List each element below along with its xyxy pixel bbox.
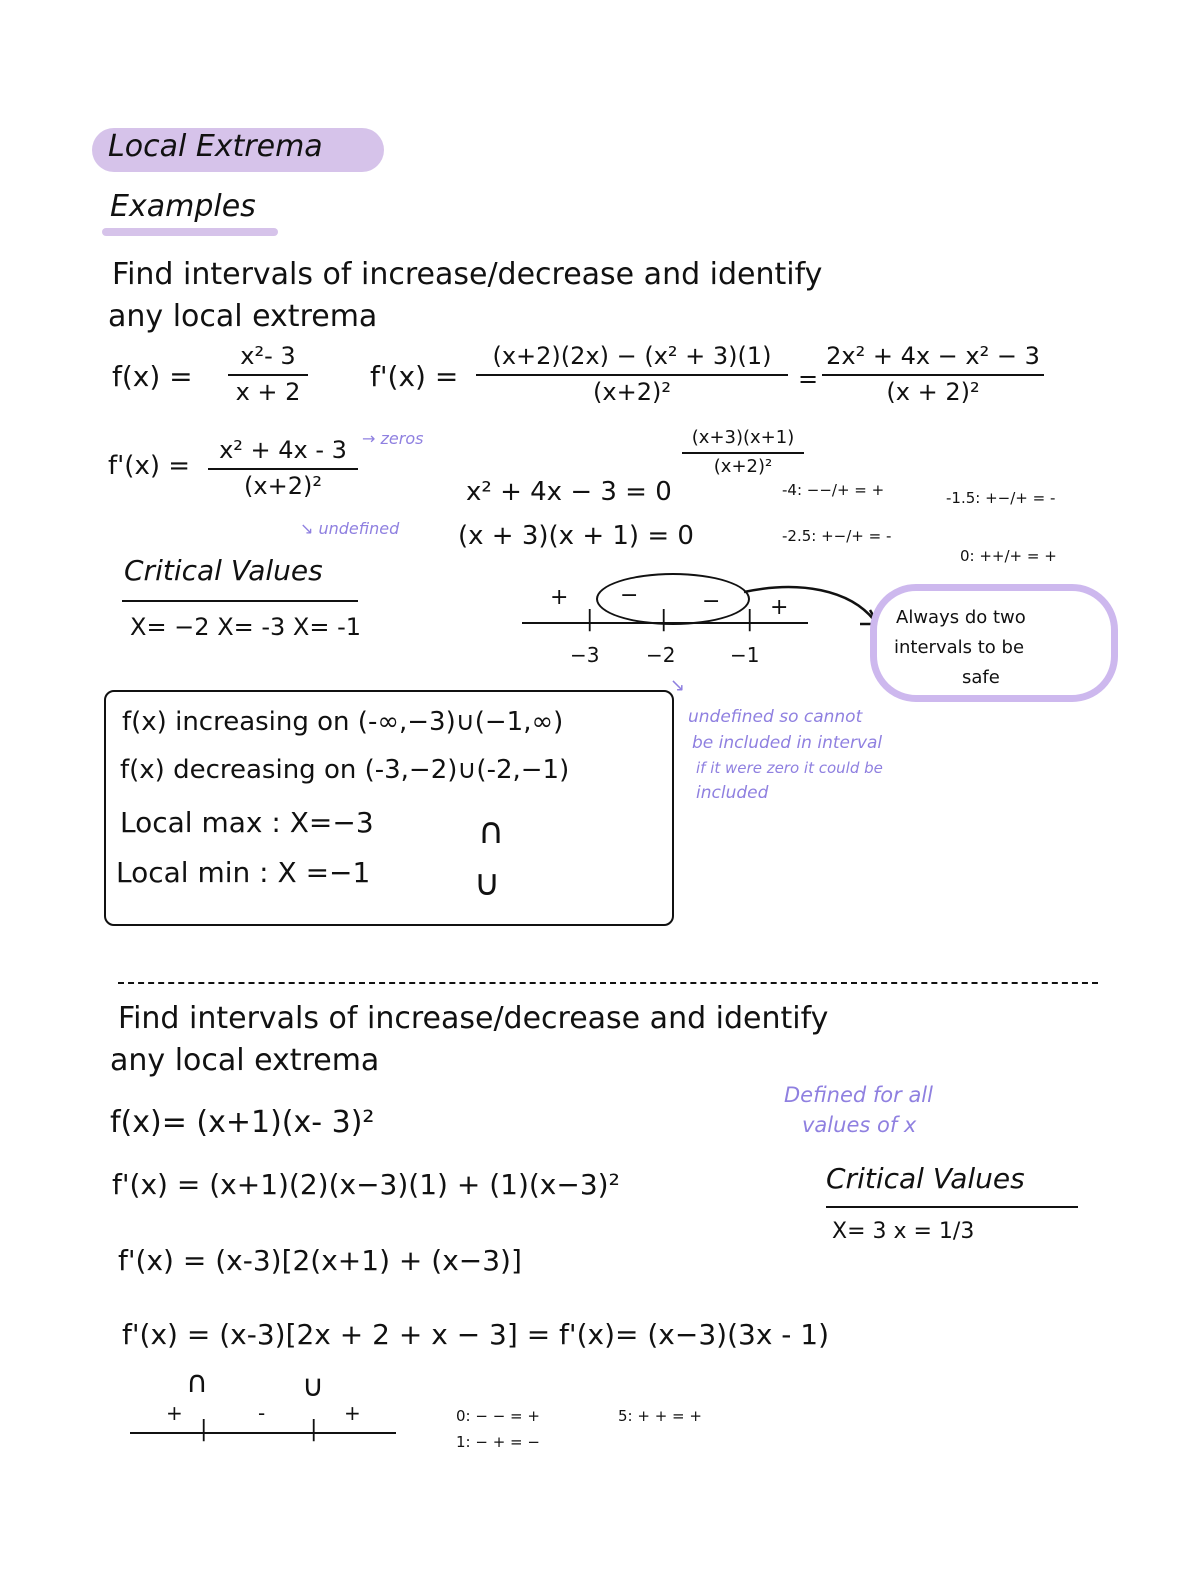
ex2-defined-note-1: Defined for all (784, 1083, 933, 1107)
test-point-neg1-5: -1.5: +−/+ = - (946, 489, 1056, 507)
ex2-sign-label: + (166, 1401, 183, 1425)
ex2-fp2: f'(x) = (x-3)[2(x+1) + (x−3)] (118, 1244, 522, 1277)
undef-explain-4: included (696, 783, 769, 803)
arrow-to-cloud (740, 580, 890, 640)
ex1-prompt-line2: any local extrema (108, 299, 378, 334)
ex2-prompt-line1: Find intervals of increase/decrease and identify (118, 1001, 829, 1036)
ex2-defined-note-2: values of x (802, 1113, 917, 1137)
section-divider (118, 982, 1098, 984)
undef-explain-3: if it were zero it could be (696, 759, 883, 777)
ex1-f-numerator: x²- 3 (240, 342, 296, 370)
fraction-bar (208, 468, 358, 470)
ex1-fp3-numerator: x² + 4x - 3 (219, 436, 347, 464)
summary-local-min: Local min : X =−1 (116, 856, 371, 889)
ex2-cv-underline (826, 1206, 1078, 1208)
summary-decreasing: f(x) decreasing on (-3,−2)∪(-2,−1) (120, 755, 570, 785)
ex2-test-0: 0: − − = + (456, 1407, 540, 1425)
ex1-f-label: f(x) = (112, 360, 193, 393)
local-min-symbol: ∪ (474, 863, 501, 904)
local-max-symbol: ∩ (478, 811, 505, 852)
ex1-f-fraction (228, 343, 308, 406)
tick-label: −1 (730, 643, 760, 667)
ex1-factored-denominator: (x+2)² (713, 455, 773, 477)
cloud-text-3: safe (962, 667, 1000, 688)
ex2-peak-symbol: ∩ (186, 1365, 208, 1400)
ex2-number-line-tick: | (200, 1417, 208, 1442)
undefined-note: ↘ undefined (300, 519, 400, 538)
fraction-bar (228, 374, 308, 376)
ex1-eq1: x² + 4x − 3 = 0 (466, 477, 672, 507)
undef-arrow: ↘ (670, 675, 686, 696)
ex2-fp1: f'(x) = (x+1)(2)(x−3)(1) + (1)(x−3)² (112, 1168, 620, 1201)
sign-label: + (550, 585, 569, 610)
fraction-bar (682, 452, 804, 454)
summary-local-max: Local max : X=−3 (120, 806, 374, 839)
ex1-equals: = (798, 365, 819, 393)
number-line-tick: | (586, 607, 594, 632)
ex2-test-5: 5: + + = + (618, 1407, 702, 1425)
ex1-fp-denominator: (x+2)² (593, 377, 671, 406)
ex1-prompt-line1: Find intervals of increase/decrease and identify (112, 257, 823, 292)
ex1-fp3-fraction (208, 437, 358, 500)
number-line-tick: | (660, 607, 668, 632)
ex2-prompt-line2: any local extrema (110, 1043, 380, 1078)
ex2-number-line-tick: | (310, 1417, 318, 1442)
ex2-fp3: f'(x) = (x-3)[2x + 2 + x − 3] = f'(x)= (x−3)(3x - 1) (122, 1318, 830, 1351)
subtitle-underline (102, 228, 278, 236)
undef-explain-2: be included in interval (692, 733, 883, 753)
ex2-valley-symbol: ∪ (302, 1369, 324, 1404)
ex2-sign-label: - (258, 1401, 266, 1425)
ex1-cv-heading: Critical Values (124, 554, 323, 587)
tick-label: −2 (646, 643, 676, 667)
number-line-tick: | (746, 607, 754, 632)
ex1-factored-fraction (682, 428, 804, 477)
undef-explain-1: undefined so cannot (688, 707, 863, 727)
ex1-f-denominator: x + 2 (235, 377, 301, 406)
cv-underline (122, 600, 358, 602)
ex2-test-1: 1: − + = − (456, 1433, 540, 1451)
fraction-bar (476, 374, 788, 376)
ex2-cv-values: X= 3 x = 1/3 (832, 1219, 975, 1244)
ex1-fp3-denominator: (x+2)² (244, 471, 322, 500)
ex1-fp-label: f'(x) = (370, 360, 459, 393)
ex1-eq2: (x + 3)(x + 1) = 0 (458, 521, 694, 551)
cloud-text-1: Always do two (896, 607, 1026, 628)
ex2-f: f(x)= (x+1)(x- 3)² (110, 1105, 375, 1140)
ex2-cv-heading: Critical Values (826, 1162, 1025, 1195)
ex1-fp-numerator: (x+2)(2x) − (x² + 3)(1) (492, 342, 772, 370)
ex1-cv-values: X= −2 X= -3 X= -1 (130, 613, 362, 641)
test-point-neg2-5: -2.5: +−/+ = - (782, 527, 892, 545)
ex1-fp2-fraction (822, 343, 1044, 406)
sign-label: − (620, 583, 639, 608)
fraction-bar (822, 374, 1044, 376)
test-point-neg4: -4: −−/+ = + (782, 481, 885, 499)
ex2-number-line (130, 1432, 396, 1434)
test-point-0: 0: ++/+ = + (960, 547, 1057, 565)
ex1-fp3-label: f'(x) = (108, 451, 191, 481)
ex2-sign-label: + (344, 1401, 361, 1425)
cloud-text-2: intervals to be (894, 637, 1025, 658)
sign-label: + (770, 595, 789, 620)
ex1-fp2-denominator: (x + 2)² (886, 377, 980, 406)
subtitle: Examples (110, 189, 256, 224)
tick-label: −3 (570, 643, 600, 667)
page-title: Local Extrema (108, 129, 323, 164)
ex1-fp-fraction (476, 343, 788, 406)
ex1-fp2-numerator: 2x² + 4x − x² − 3 (826, 342, 1040, 370)
zeros-note: → zeros (362, 429, 424, 448)
summary-increasing: f(x) increasing on (-∞,−3)∪(−1,∞) (122, 707, 564, 737)
ex1-factored-numerator: (x+3)(x+1) (691, 427, 795, 448)
sign-label: − (702, 589, 721, 614)
